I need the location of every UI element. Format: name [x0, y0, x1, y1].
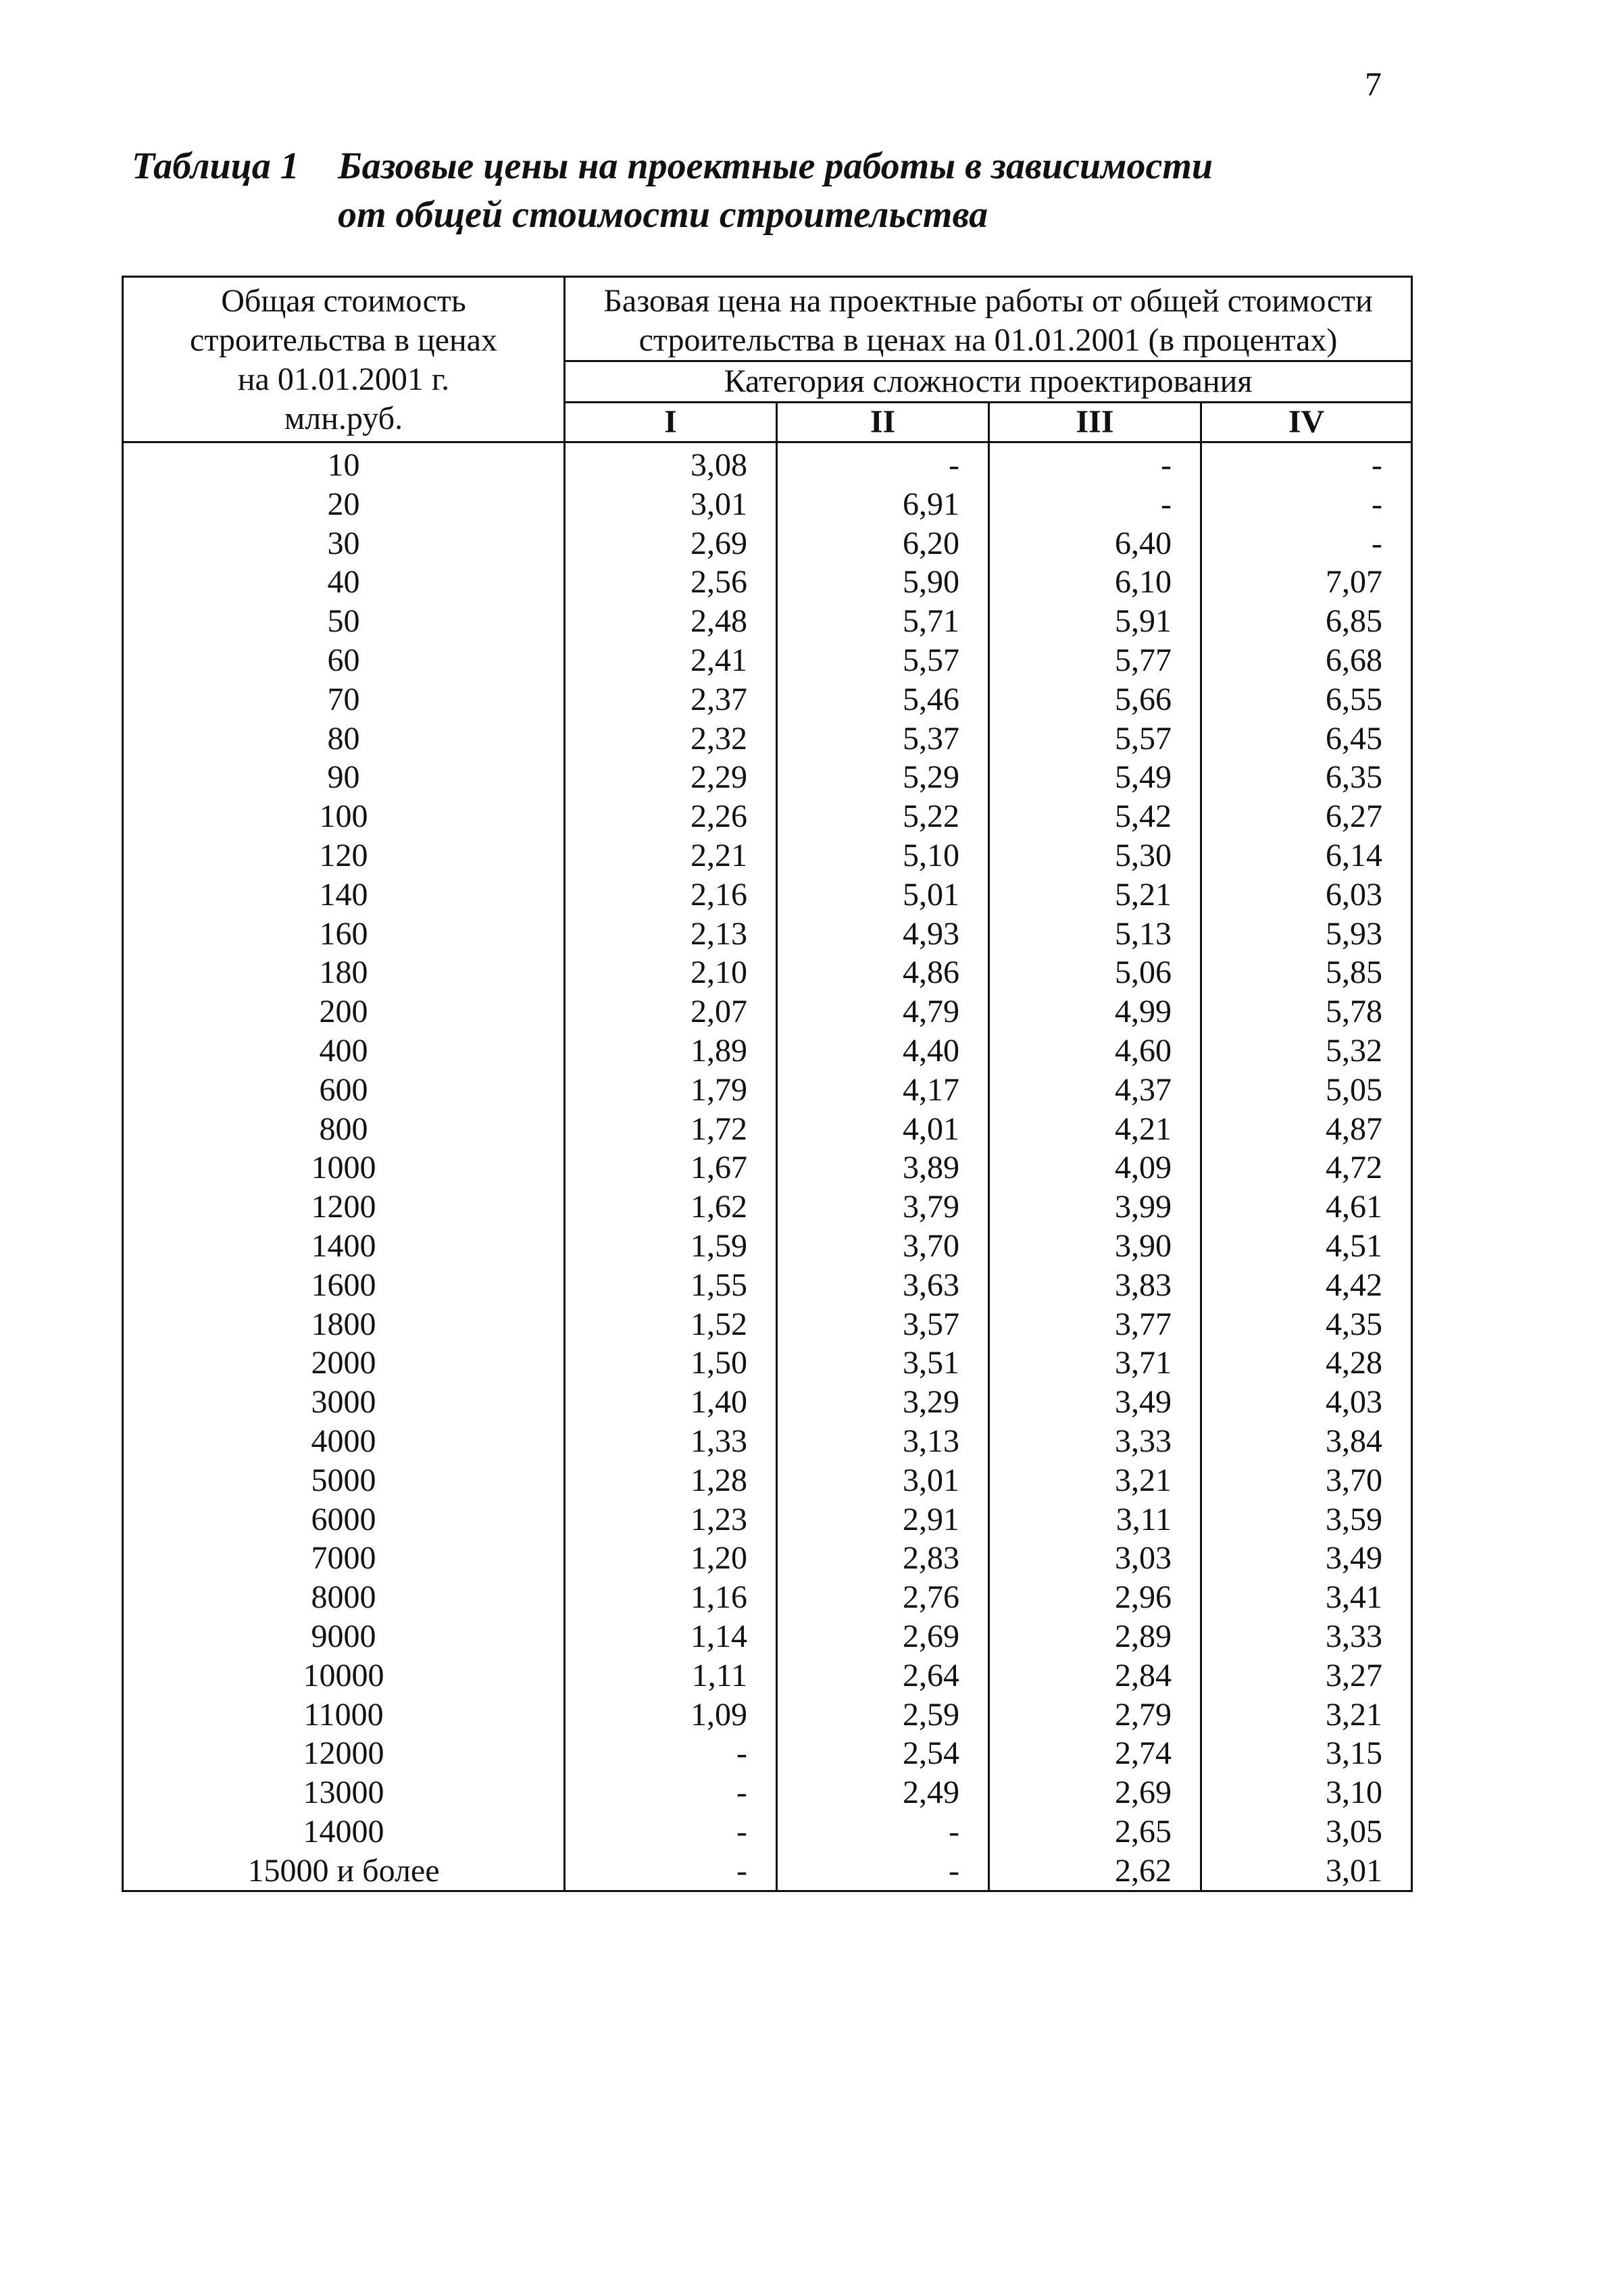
price-cell: 4,86: [777, 953, 989, 992]
cost-cell: 120: [123, 836, 565, 875]
cost-cell: 2000: [123, 1344, 565, 1383]
price-cell: 1,50: [565, 1344, 777, 1383]
price-cell: 2,69: [565, 524, 777, 563]
table-row: [123, 641, 1412, 680]
base-price-table: [122, 276, 1413, 1892]
cost-cell: 5000: [123, 1461, 565, 1500]
table-row: [123, 1734, 1412, 1773]
price-cell: 1,33: [565, 1422, 777, 1461]
price-cell: 5,29: [777, 758, 989, 797]
price-cell: 5,01: [777, 875, 989, 915]
cost-cell: 400: [123, 1031, 565, 1071]
price-cell: 6,85: [1201, 602, 1412, 641]
price-cell: 4,51: [1201, 1227, 1412, 1266]
price-cell: 4,60: [989, 1031, 1201, 1071]
price-cell: 2,21: [565, 836, 777, 875]
price-cell: 5,22: [777, 797, 989, 836]
price-cell: -: [565, 1734, 777, 1773]
price-cell: 3,84: [1201, 1422, 1412, 1461]
cost-cell: 11000: [123, 1695, 565, 1735]
price-cell: 3,49: [989, 1383, 1201, 1422]
price-cell: 1,09: [565, 1695, 777, 1735]
price-cell: -: [989, 442, 1201, 485]
cost-cell: 140: [123, 875, 565, 915]
price-cell: 4,40: [777, 1031, 989, 1071]
price-cell: 5,91: [989, 602, 1201, 641]
price-cell: 4,99: [989, 992, 1201, 1031]
price-cell: 2,83: [777, 1539, 989, 1578]
cost-cell: 80: [123, 719, 565, 759]
price-cell: 5,85: [1201, 953, 1412, 992]
cost-cell: 1800: [123, 1305, 565, 1344]
table-row: [123, 1539, 1412, 1578]
price-cell: 5,10: [777, 836, 989, 875]
price-cell: 6,14: [1201, 836, 1412, 875]
price-cell: 4,87: [1201, 1110, 1412, 1149]
table-label: Таблица 1: [132, 145, 299, 187]
price-cell: 6,03: [1201, 875, 1412, 915]
price-cell: -: [565, 1852, 777, 1891]
table-row: [123, 1617, 1412, 1656]
price-cell: 2,13: [565, 915, 777, 954]
price-cell: 2,10: [565, 953, 777, 992]
price-cell: 4,28: [1201, 1344, 1412, 1383]
price-cell: -: [777, 1852, 989, 1891]
header-cost-line: млн.руб.: [284, 401, 403, 436]
price-cell: 5,57: [777, 641, 989, 680]
price-cell: -: [1201, 485, 1412, 524]
price-cell: 3,05: [1201, 1812, 1412, 1852]
price-cell: 5,78: [1201, 992, 1412, 1031]
price-cell: 1,89: [565, 1031, 777, 1071]
header-price-line: строительства в ценах на 01.01.2001 (в процентах): [638, 322, 1338, 358]
price-cell: 5,71: [777, 602, 989, 641]
price-cell: -: [565, 1812, 777, 1852]
header-category-ii: II: [777, 403, 989, 442]
table-row: [123, 1578, 1412, 1617]
price-cell: 2,62: [989, 1852, 1201, 1891]
table-title: [338, 142, 1486, 239]
price-cell: 1,52: [565, 1305, 777, 1344]
cost-cell: 90: [123, 758, 565, 797]
cost-cell: 1200: [123, 1188, 565, 1227]
price-cell: 2,79: [989, 1695, 1201, 1735]
price-cell: 4,79: [777, 992, 989, 1031]
price-cell: 5,30: [989, 836, 1201, 875]
table-row: [123, 1461, 1412, 1500]
price-cell: 4,17: [777, 1071, 989, 1110]
price-cell: 5,90: [777, 563, 989, 602]
price-cell: 2,49: [777, 1773, 989, 1812]
price-cell: -: [777, 1812, 989, 1852]
price-cell: 2,07: [565, 992, 777, 1031]
price-cell: 2,91: [777, 1500, 989, 1539]
price-cell: 4,42: [1201, 1266, 1412, 1305]
price-cell: 3,01: [777, 1461, 989, 1500]
price-cell: 1,16: [565, 1578, 777, 1617]
price-cell: 2,56: [565, 563, 777, 602]
price-cell: 4,09: [989, 1148, 1201, 1188]
table-row: [123, 1188, 1412, 1227]
price-cell: 2,65: [989, 1812, 1201, 1852]
price-cell: 2,84: [989, 1656, 1201, 1695]
table-title-line-2: от общей стоимости строительства: [338, 194, 988, 236]
price-cell: 6,68: [1201, 641, 1412, 680]
price-cell: 4,35: [1201, 1305, 1412, 1344]
price-cell: 1,79: [565, 1071, 777, 1110]
price-cell: 3,33: [989, 1422, 1201, 1461]
price-cell: 5,13: [989, 915, 1201, 954]
price-cell: 3,83: [989, 1266, 1201, 1305]
price-cell: 3,27: [1201, 1656, 1412, 1695]
price-cell: 3,51: [777, 1344, 989, 1383]
cost-cell: 10000: [123, 1656, 565, 1695]
table-row: [123, 836, 1412, 875]
table-row: [123, 1031, 1412, 1071]
price-cell: -: [777, 442, 989, 485]
price-cell: 3,10: [1201, 1773, 1412, 1812]
header-construction-cost: [123, 277, 565, 442]
table-row: [123, 524, 1412, 563]
table-row: [123, 797, 1412, 836]
price-cell: 5,21: [989, 875, 1201, 915]
cost-cell: 60: [123, 641, 565, 680]
price-cell: -: [1201, 442, 1412, 485]
price-cell: 3,57: [777, 1305, 989, 1344]
price-cell: 2,64: [777, 1656, 989, 1695]
price-cell: 2,69: [989, 1773, 1201, 1812]
price-cell: 2,32: [565, 719, 777, 759]
price-cell: 3,29: [777, 1383, 989, 1422]
cost-cell: 20: [123, 485, 565, 524]
cost-cell: 40: [123, 563, 565, 602]
price-cell: 6,35: [1201, 758, 1412, 797]
table-row: [123, 953, 1412, 992]
price-cell: 4,61: [1201, 1188, 1412, 1227]
cost-cell: 10: [123, 442, 565, 485]
table-row: [123, 1305, 1412, 1344]
price-cell: 4,72: [1201, 1148, 1412, 1188]
table-title-line-1: Базовые цены на проектные работы в зависимости: [338, 145, 1213, 187]
cost-cell: 12000: [123, 1734, 565, 1773]
price-cell: 6,45: [1201, 719, 1412, 759]
table-body: [123, 442, 1412, 1891]
table-row: [123, 563, 1412, 602]
price-cell: 2,96: [989, 1578, 1201, 1617]
cost-cell: 1600: [123, 1266, 565, 1305]
cost-cell: 7000: [123, 1539, 565, 1578]
header-price-line: Базовая цена на проектные работы от общей стоимости: [603, 283, 1373, 319]
price-cell: 3,03: [989, 1539, 1201, 1578]
price-cell: 5,06: [989, 953, 1201, 992]
price-cell: -: [565, 1773, 777, 1812]
page-number: 7: [1365, 65, 1382, 103]
price-cell: -: [1201, 524, 1412, 563]
price-cell: 1,59: [565, 1227, 777, 1266]
table-row: [123, 1266, 1412, 1305]
price-cell: 3,41: [1201, 1578, 1412, 1617]
cost-cell: 800: [123, 1110, 565, 1149]
price-cell: 2,89: [989, 1617, 1201, 1656]
price-cell: 6,20: [777, 524, 989, 563]
price-cell: 5,37: [777, 719, 989, 759]
price-cell: -: [989, 485, 1201, 524]
table-row: [123, 1773, 1412, 1812]
price-cell: 6,40: [989, 524, 1201, 563]
price-cell: 2,16: [565, 875, 777, 915]
cost-cell: 13000: [123, 1773, 565, 1812]
cost-cell: 8000: [123, 1578, 565, 1617]
table-row: [123, 1227, 1412, 1266]
table-row: [123, 680, 1412, 719]
cost-cell: 50: [123, 602, 565, 641]
table-row: [123, 758, 1412, 797]
table-row: [123, 1110, 1412, 1149]
price-cell: 2,29: [565, 758, 777, 797]
price-cell: 5,77: [989, 641, 1201, 680]
cost-cell: 14000: [123, 1812, 565, 1852]
price-cell: 3,70: [777, 1227, 989, 1266]
price-cell: 2,54: [777, 1734, 989, 1773]
header-cost-line: на 01.01.2001 г.: [237, 361, 450, 397]
price-cell: 4,93: [777, 915, 989, 954]
table-row: [123, 1812, 1412, 1852]
cost-cell: 200: [123, 992, 565, 1031]
cost-cell: 70: [123, 680, 565, 719]
price-cell: 1,20: [565, 1539, 777, 1578]
header-cost-line: строительства в ценах: [190, 322, 497, 358]
price-cell: 3,13: [777, 1422, 989, 1461]
cost-cell: 3000: [123, 1383, 565, 1422]
price-cell: 3,99: [989, 1188, 1201, 1227]
price-cell: 2,37: [565, 680, 777, 719]
price-cell: 1,55: [565, 1266, 777, 1305]
price-cell: 2,41: [565, 641, 777, 680]
table-row: [123, 485, 1412, 524]
header-category-iii: III: [989, 403, 1201, 442]
price-cell: 3,08: [565, 442, 777, 485]
price-cell: 6,55: [1201, 680, 1412, 719]
header-category-i: I: [565, 403, 777, 442]
price-cell: 3,21: [989, 1461, 1201, 1500]
table-row: [123, 602, 1412, 641]
header-complexity-category: Категория сложности проектирования: [565, 361, 1412, 403]
header-category-iv: IV: [1201, 403, 1412, 442]
price-cell: 5,66: [989, 680, 1201, 719]
price-cell: 3,70: [1201, 1461, 1412, 1500]
price-cell: 3,49: [1201, 1539, 1412, 1578]
price-cell: 5,46: [777, 680, 989, 719]
table-row: [123, 1500, 1412, 1539]
table-row: [123, 1148, 1412, 1188]
table-row: [123, 719, 1412, 759]
table-row: [123, 1656, 1412, 1695]
price-cell: 5,42: [989, 797, 1201, 836]
table-row: [123, 1852, 1412, 1891]
price-cell: 2,76: [777, 1578, 989, 1617]
price-cell: 2,59: [777, 1695, 989, 1735]
price-cell: 4,37: [989, 1071, 1201, 1110]
table-row: [123, 1422, 1412, 1461]
price-cell: 3,01: [1201, 1852, 1412, 1891]
cost-cell: 6000: [123, 1500, 565, 1539]
header-base-price: [565, 277, 1412, 361]
price-cell: 3,21: [1201, 1695, 1412, 1735]
cost-cell: 100: [123, 797, 565, 836]
table-row: [123, 875, 1412, 915]
table-row: [123, 442, 1412, 485]
price-cell: 2,48: [565, 602, 777, 641]
price-cell: 1,14: [565, 1617, 777, 1656]
price-cell: 1,11: [565, 1656, 777, 1695]
price-cell: 1,62: [565, 1188, 777, 1227]
table-row: [123, 1383, 1412, 1422]
price-cell: 4,21: [989, 1110, 1201, 1149]
price-cell: 1,67: [565, 1148, 777, 1188]
price-cell: 5,49: [989, 758, 1201, 797]
price-cell: 3,01: [565, 485, 777, 524]
cost-cell: 180: [123, 953, 565, 992]
price-cell: 6,91: [777, 485, 989, 524]
table-row: [123, 1344, 1412, 1383]
table-row: [123, 1071, 1412, 1110]
price-cell: 4,01: [777, 1110, 989, 1149]
table-row: [123, 1695, 1412, 1735]
price-cell: 3,77: [989, 1305, 1201, 1344]
price-cell: 3,11: [989, 1500, 1201, 1539]
price-cell: 2,74: [989, 1734, 1201, 1773]
price-cell: 3,59: [1201, 1500, 1412, 1539]
price-cell: 1,28: [565, 1461, 777, 1500]
price-cell: 3,15: [1201, 1734, 1412, 1773]
price-cell: 1,23: [565, 1500, 777, 1539]
price-cell: 3,79: [777, 1188, 989, 1227]
table-row: [123, 915, 1412, 954]
cost-cell: 600: [123, 1071, 565, 1110]
cost-cell: 160: [123, 915, 565, 954]
price-cell: 2,69: [777, 1617, 989, 1656]
price-cell: 5,32: [1201, 1031, 1412, 1071]
price-cell: 4,03: [1201, 1383, 1412, 1422]
price-cell: 3,71: [989, 1344, 1201, 1383]
cost-cell: 1400: [123, 1227, 565, 1266]
price-cell: 1,72: [565, 1110, 777, 1149]
cost-cell: 1000: [123, 1148, 565, 1188]
cost-cell: 4000: [123, 1422, 565, 1461]
price-cell: 5,93: [1201, 915, 1412, 954]
cost-cell: 30: [123, 524, 565, 563]
table-row: [123, 992, 1412, 1031]
price-cell: 3,33: [1201, 1617, 1412, 1656]
cost-cell: 15000 и более: [123, 1852, 565, 1891]
price-cell: 6,10: [989, 563, 1201, 602]
price-cell: 1,40: [565, 1383, 777, 1422]
price-cell: 6,27: [1201, 797, 1412, 836]
price-cell: 5,57: [989, 719, 1201, 759]
price-cell: 5,05: [1201, 1071, 1412, 1110]
header-cost-line: Общая стоимость: [221, 283, 466, 319]
price-cell: 2,26: [565, 797, 777, 836]
price-cell: 3,63: [777, 1266, 989, 1305]
price-cell: 3,90: [989, 1227, 1201, 1266]
price-cell: 7,07: [1201, 563, 1412, 602]
price-cell: 3,89: [777, 1148, 989, 1188]
cost-cell: 9000: [123, 1617, 565, 1656]
